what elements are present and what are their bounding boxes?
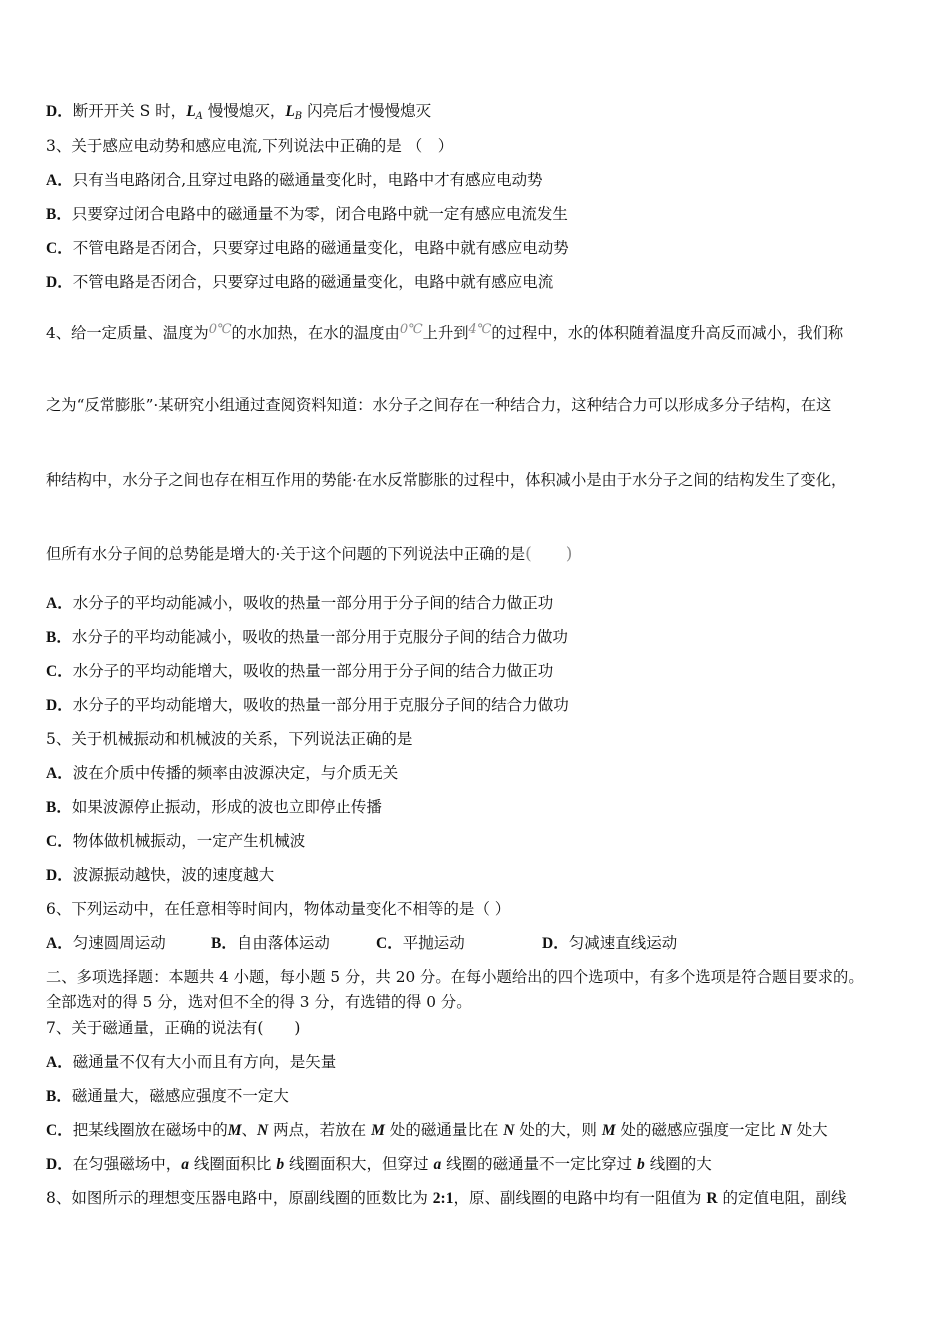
option-text: 线圈的大 [644,1155,712,1173]
q5-option-a [46,763,398,784]
q6-option-b [211,933,376,954]
lamp-a-subscript: A [195,111,203,122]
q6-stem: 6、下列运动中，在任意相等时间内，物体动量变化不相等的是（ ） [46,900,511,918]
option-label: C． [46,833,73,850]
point-n: N [503,1122,515,1139]
option-text: 物体做机械振动，一定产生机械波 [72,832,306,850]
point-m: M [601,1122,616,1139]
option-text: 处的大，则 [514,1121,602,1139]
temperature-formula: 4℃ [468,322,492,337]
option-label: C． [46,1122,73,1139]
option-label: C． [46,663,73,680]
point-n: N [257,1122,269,1139]
stem-text: 的水加热，在水的温度由 [231,324,400,342]
coil-b: b [276,1156,285,1173]
option-text: 只要穿过闭合电路中的磁通量不为零，闭合电路中就一定有感应电流发生 [71,205,568,223]
option-label: C． [46,240,73,257]
option-label: D． [46,867,73,884]
q8-stem [46,1188,847,1209]
stem-text: 的定值电阻，副线 [717,1189,847,1207]
option-text: 把某线圈放在磁场中的 [72,1121,228,1139]
stem-text: 的过程中，水的体积随着温度升高反而减小，我们称 [491,324,844,342]
point-n: N [780,1122,792,1139]
q7-option-b [46,1086,289,1107]
q6-option-d [542,933,677,954]
option-label: B． [46,629,72,646]
option-text: 线圈的磁通量不一定比穿过 [441,1155,638,1173]
option-label: A． [46,1054,73,1071]
lamp-b-symbol: L [285,103,295,120]
temperature-formula: 0℃ [208,322,232,337]
coil-a: a [433,1156,442,1173]
option-text: 处大 [791,1121,828,1139]
q3-option-b [46,204,568,225]
q5-option-c [46,831,305,852]
option-text: 波源振动越快，波的速度越大 [72,866,275,884]
option-label: D． [46,274,73,291]
q4-stem-line1 [46,320,843,343]
q3-stem: 3、关于感应电动势和感应电流,下列说法中正确的是 （ ） [46,137,454,155]
option-text: 水分子的平均动能增大，吸收的热量一部分用于分子间的结合力做正功 [72,662,554,680]
q3-option-a [46,170,543,191]
q5-option-d [46,865,274,886]
q4-stem-line4 [46,544,572,564]
q4-option-c [46,661,553,682]
option-text: 处的磁通量比在 [384,1121,504,1139]
answer-parenthesis: ( ) [525,544,573,564]
option-text: 平抛运动 [402,934,465,952]
q2-option-d [46,101,431,127]
section2-instructions-line1: 二、多项选择题：本题共 4 小题，每小题 5 分，共 20 分。在每小题给出的四个选项中，有多个选项是符合题目要求的。 [46,968,864,986]
q6-option-a [46,933,211,954]
option-text: 匀减速直线运动 [568,934,678,952]
option-text: 、 [241,1121,258,1139]
q6-option-c [376,933,542,954]
q4-stem-line3: 种结构中，水分子之间也存在相互作用的势能·在水反常膨胀的过程中，体积减小是由于水分子之间的结构发生了变化， [46,471,847,489]
q7-option-d [46,1154,712,1175]
option-label: C． [376,935,403,952]
point-m: M [227,1122,242,1139]
q4-option-d [46,695,569,716]
stem-text: 但所有水分子间的总势能是增大的·关于这个问题的下列说法中正确的是 [46,545,526,563]
point-m: M [371,1122,385,1139]
option-label: A． [46,595,73,612]
option-text: 慢慢熄灭， [202,102,286,120]
option-label: B． [46,799,72,816]
option-text: 匀速圆周运动 [72,934,166,952]
option-text: 在匀强磁场中， [72,1155,182,1173]
option-text: 不管电路是否闭合，只要穿过电路的磁通量变化，电路中就有感应电流 [72,273,554,291]
option-text: 水分子的平均动能增大，吸收的热量一部分用于克服分子间的结合力做功 [72,696,569,714]
stem-text: 上升到 [422,324,469,342]
stem-text: 8、如图所示的理想变压器电路中，原副线圈的匝数比为 [46,1189,433,1207]
coil-a: a [181,1156,189,1173]
stem-text: 4、给一定质量、温度为 [46,324,209,342]
option-label: A． [46,172,73,189]
option-text: 波在介质中传播的频率由波源决定，与介质无关 [72,764,399,782]
option-label: A． [46,765,73,782]
option-text: 磁通量不仅有大小而且有方向，是矢量 [72,1053,337,1071]
option-label: D． [542,935,569,952]
q3-option-c [46,238,569,259]
lamp-a-symbol: L [186,103,196,120]
option-text: 断开开关 S 时， [72,102,187,120]
q6-options-row [46,933,677,954]
q7-option-a [46,1052,336,1073]
option-label: B． [211,935,237,952]
option-label: B． [46,206,72,223]
option-text: 闪亮后才慢慢熄灭 [302,102,432,120]
option-label: D． [46,697,73,714]
coil-b: b [637,1156,645,1173]
option-text: 只有当电路闭合,且穿过电路的磁通量变化时，电路中才有感应电动势 [72,171,543,189]
option-label: D． [46,1156,73,1173]
temperature-formula: 0℃ [399,322,423,337]
turns-ratio: 2:1 [432,1190,454,1207]
option-text: 如果波源停止振动，形成的波也立即停止传播 [71,798,382,816]
q3-option-d [46,272,553,293]
option-text: 水分子的平均动能减小，吸收的热量一部分用于克服分子间的结合力做功 [71,628,568,646]
option-text: 处的磁感应强度一定比 [615,1121,781,1139]
stem-text: ，原、副线圈的电路中均有一阻值为 [453,1189,707,1207]
q5-stem: 5、关于机械振动和机械波的关系，下列说法正确的是 [46,730,413,748]
lamp-b-subscript: B [294,111,303,122]
section2-instructions-line2: 全部选对的得 5 分，选对但不全的得 3 分，有选错的得 0 分。 [46,993,472,1011]
q5-option-b [46,797,382,818]
option-label: A． [46,935,73,952]
option-text: 线圈面积大，但穿过 [284,1155,434,1173]
option-text: 线圈面积比 [188,1155,277,1173]
option-text: 磁通量大，磁感应强度不一定大 [71,1087,289,1105]
option-text: 两点，若放在 [268,1121,372,1139]
option-text: 水分子的平均动能减小，吸收的热量一部分用于分子间的结合力做正功 [72,594,554,612]
q7-option-c [46,1120,828,1141]
option-text: 不管电路是否闭合，只要穿过电路的磁通量变化，电路中就有感应电动势 [72,239,569,257]
q7-stem: 7、关于磁通量，正确的说法有( ) [46,1019,301,1037]
q4-option-a [46,593,553,614]
q4-stem-line2: 之为“反常膨胀”·某研究小组通过查阅资料知道：水分子之间存在一种结合力，这种结合力可以形成多分子结构，在这 [46,396,832,414]
option-label: B． [46,1088,72,1105]
option-label: D． [46,103,73,120]
q4-option-b [46,627,568,648]
resistance-symbol: R [706,1190,718,1207]
option-text: 自由落体运动 [236,934,330,952]
